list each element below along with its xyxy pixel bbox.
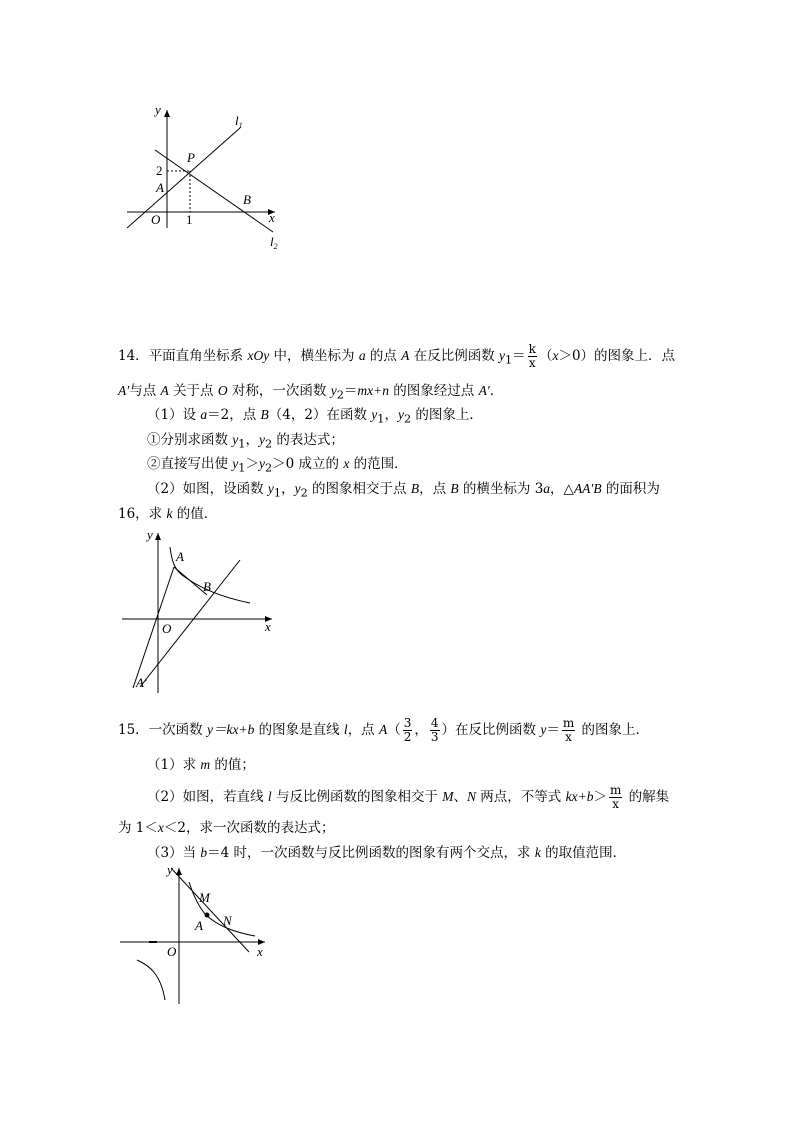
subscript: 1: [273, 486, 282, 500]
var: O: [217, 383, 228, 398]
var: y: [397, 407, 404, 422]
text: 为 1＜: [118, 820, 158, 836]
label-a: A: [156, 180, 164, 195]
subscript: 1: [238, 461, 246, 475]
label-m: M: [199, 890, 210, 905]
label-aprime: A′: [136, 675, 147, 690]
text: ＞0）的图象上．点: [558, 348, 676, 364]
text: 的表达式；: [272, 432, 344, 448]
text: ＞0 成立的: [272, 456, 344, 472]
var: a: [200, 407, 208, 422]
label-b: B: [243, 192, 251, 207]
text: （1）求: [147, 757, 201, 773]
text: ，: [414, 722, 428, 738]
text: （2）如图，设函数: [147, 481, 268, 497]
text: ，: [281, 481, 295, 497]
label-n: N: [223, 913, 232, 928]
figure-q13: [115, 100, 295, 260]
text: 关于点: [168, 383, 218, 399]
var: y: [294, 481, 301, 496]
fraction-m-over-x: [609, 784, 622, 811]
var: A′: [118, 383, 130, 398]
fraction-m-over-x: [562, 717, 575, 744]
var: y: [258, 456, 265, 471]
var: x: [552, 348, 559, 363]
text: 、: [453, 789, 467, 805]
line-l2: [155, 150, 273, 232]
q14-line-5: [147, 455, 408, 478]
text: （2）如图，若直线: [147, 789, 268, 805]
text: 的图象相交于点: [307, 481, 411, 497]
var: A: [401, 348, 410, 363]
var: y: [371, 407, 378, 422]
var: B: [260, 407, 269, 422]
text: 与点: [129, 383, 161, 399]
var: mx+n: [357, 383, 389, 398]
label-o: O: [167, 944, 177, 959]
var: A: [160, 383, 169, 398]
figure-q15-svg: [115, 858, 275, 1008]
q15-line-4: [118, 819, 334, 837]
label-x: x: [265, 619, 271, 634]
frac-num: m: [609, 783, 622, 797]
subscript: 2: [403, 412, 412, 426]
subscript: 2: [336, 388, 344, 402]
text: 在反比例函数: [409, 348, 499, 364]
text: 的点: [365, 348, 402, 364]
text: 的图象经过点: [388, 383, 479, 399]
q14-line-1: [118, 343, 675, 370]
q14-line-3: [147, 406, 483, 429]
var: l: [267, 789, 272, 804]
subscript: 1: [377, 412, 385, 426]
text: ＝: [546, 722, 560, 738]
frac-den: x: [528, 356, 536, 370]
q15-line-2: [147, 756, 255, 774]
y-axis-arrow: [155, 533, 161, 540]
line-l1: [127, 128, 240, 228]
var: m: [200, 757, 211, 772]
y-axis-arrow: [164, 110, 170, 117]
label-l2: $l_2$: [270, 234, 278, 251]
text: 平面直角坐标系: [148, 348, 248, 364]
fraction-3-over-2: [403, 717, 413, 744]
text: （1）设: [147, 407, 201, 423]
figure-q14: [120, 525, 280, 695]
text: 的值．: [172, 506, 218, 522]
text: ．: [489, 383, 504, 399]
text: 的图象是直线: [254, 722, 344, 738]
var: y: [499, 348, 505, 363]
text: 的图象上．: [577, 722, 649, 738]
q14-number: 14．: [118, 348, 149, 364]
text: ＝: [512, 348, 526, 364]
q14-line-2: [118, 382, 503, 405]
var: A′: [478, 383, 490, 398]
text: ＜2，求一次函数的表达式；: [163, 820, 335, 836]
var: a: [358, 348, 366, 363]
label-a: A: [195, 918, 203, 933]
text: ，: [384, 407, 398, 423]
subscript: 1: [505, 353, 513, 367]
frac-den: 3: [430, 730, 439, 744]
frac-den: x: [612, 797, 620, 811]
text: ＞: [245, 456, 259, 472]
subscript: 2: [264, 461, 273, 475]
q15-number: 15．: [118, 722, 149, 738]
q14-line-6: [147, 480, 660, 503]
text: 两点，不等式: [476, 789, 566, 805]
point-a: [205, 913, 210, 918]
var: y: [232, 432, 239, 447]
frac-num: k: [528, 342, 536, 356]
text: ＝: [343, 383, 358, 399]
text: 中，横坐标为: [269, 348, 359, 364]
var: A: [378, 722, 388, 737]
var: y＝kx+b: [206, 722, 255, 737]
label-l1: $l_1$: [235, 113, 243, 130]
label-o: O: [162, 621, 172, 636]
text: ，点: [419, 481, 451, 497]
var: y: [267, 481, 274, 496]
q15-line-1: [118, 717, 649, 744]
var: xOy: [247, 348, 270, 363]
text: ＝4 时，一次函数与反比例函数的图象有两个交点，求: [207, 845, 535, 861]
text: （: [538, 348, 553, 364]
var: AA′B: [573, 481, 602, 496]
text: 与反比例函数的图象相交于: [271, 789, 443, 805]
text: 16，求: [118, 506, 167, 522]
text: 分别求函数: [160, 432, 233, 448]
text: 的解集: [624, 789, 670, 805]
text: 的范围．: [349, 456, 408, 472]
text: 的图象上．: [411, 407, 483, 423]
text: 的横坐标为 3: [458, 481, 544, 497]
text: 的值；: [210, 757, 255, 773]
label-o: O: [151, 212, 161, 227]
text: 对称，一次函数: [227, 383, 331, 399]
var: M: [442, 789, 454, 804]
var: N: [467, 789, 477, 804]
text: 的面积为: [601, 481, 660, 497]
figure-q13-svg: [115, 100, 295, 260]
var: B: [410, 481, 420, 496]
text: ＝2，点: [207, 407, 261, 423]
q14-line-7: [118, 505, 217, 523]
label-b: B: [203, 579, 211, 594]
var: x: [343, 456, 350, 471]
label-y: y: [155, 102, 161, 117]
text: ，点: [347, 722, 379, 738]
var: y: [232, 456, 239, 471]
label-p: P: [187, 150, 195, 165]
var: y: [540, 722, 547, 737]
label-x: x: [257, 944, 263, 959]
figure-q14-svg: [120, 525, 280, 695]
var: k: [166, 506, 173, 521]
fraction-k-over-x: [528, 343, 537, 370]
var: x: [157, 820, 164, 835]
label-y: y: [167, 862, 173, 877]
circled-number: ①: [147, 432, 161, 448]
var: l: [343, 722, 348, 737]
tick-label-1: 1: [186, 212, 193, 227]
text: ，: [245, 432, 259, 448]
var: kx+b: [565, 789, 594, 804]
label-x: x: [269, 210, 275, 225]
var: y: [330, 383, 337, 398]
q14-line-4: [147, 431, 344, 454]
subscript: 1: [238, 437, 246, 451]
text: （: [387, 722, 401, 738]
q15-line-3: [147, 784, 669, 811]
var: y: [258, 432, 265, 447]
frac-den: 2: [403, 730, 412, 744]
label-y: y: [147, 527, 153, 542]
text: 的取值范围．: [540, 845, 627, 861]
subscript: 2: [300, 486, 308, 500]
label-a: A: [176, 549, 184, 564]
tick-label-2: 2: [156, 163, 163, 178]
line-l: [171, 868, 249, 952]
hyperbola-branch-3: [137, 960, 165, 1000]
fraction-4-over-3: [430, 717, 440, 744]
frac-num: m: [562, 716, 575, 730]
var: B: [450, 481, 459, 496]
frac-num: 4: [430, 716, 439, 730]
text: （4，2）在函数: [268, 407, 372, 423]
text: 直接写出使: [160, 456, 233, 472]
var: b: [200, 845, 208, 860]
var: a: [543, 481, 551, 496]
circled-number: ②: [147, 456, 161, 472]
text: 一次函数: [148, 722, 207, 738]
text: ，△: [550, 481, 574, 497]
text: （3）当: [147, 845, 201, 861]
text: ）在反比例函数: [441, 722, 541, 738]
var: k: [534, 845, 541, 860]
figure-q15: [115, 858, 275, 1008]
frac-num: 3: [403, 716, 412, 730]
subscript: 2: [264, 437, 273, 451]
frac-den: x: [565, 730, 572, 744]
text: ＞: [593, 789, 607, 805]
